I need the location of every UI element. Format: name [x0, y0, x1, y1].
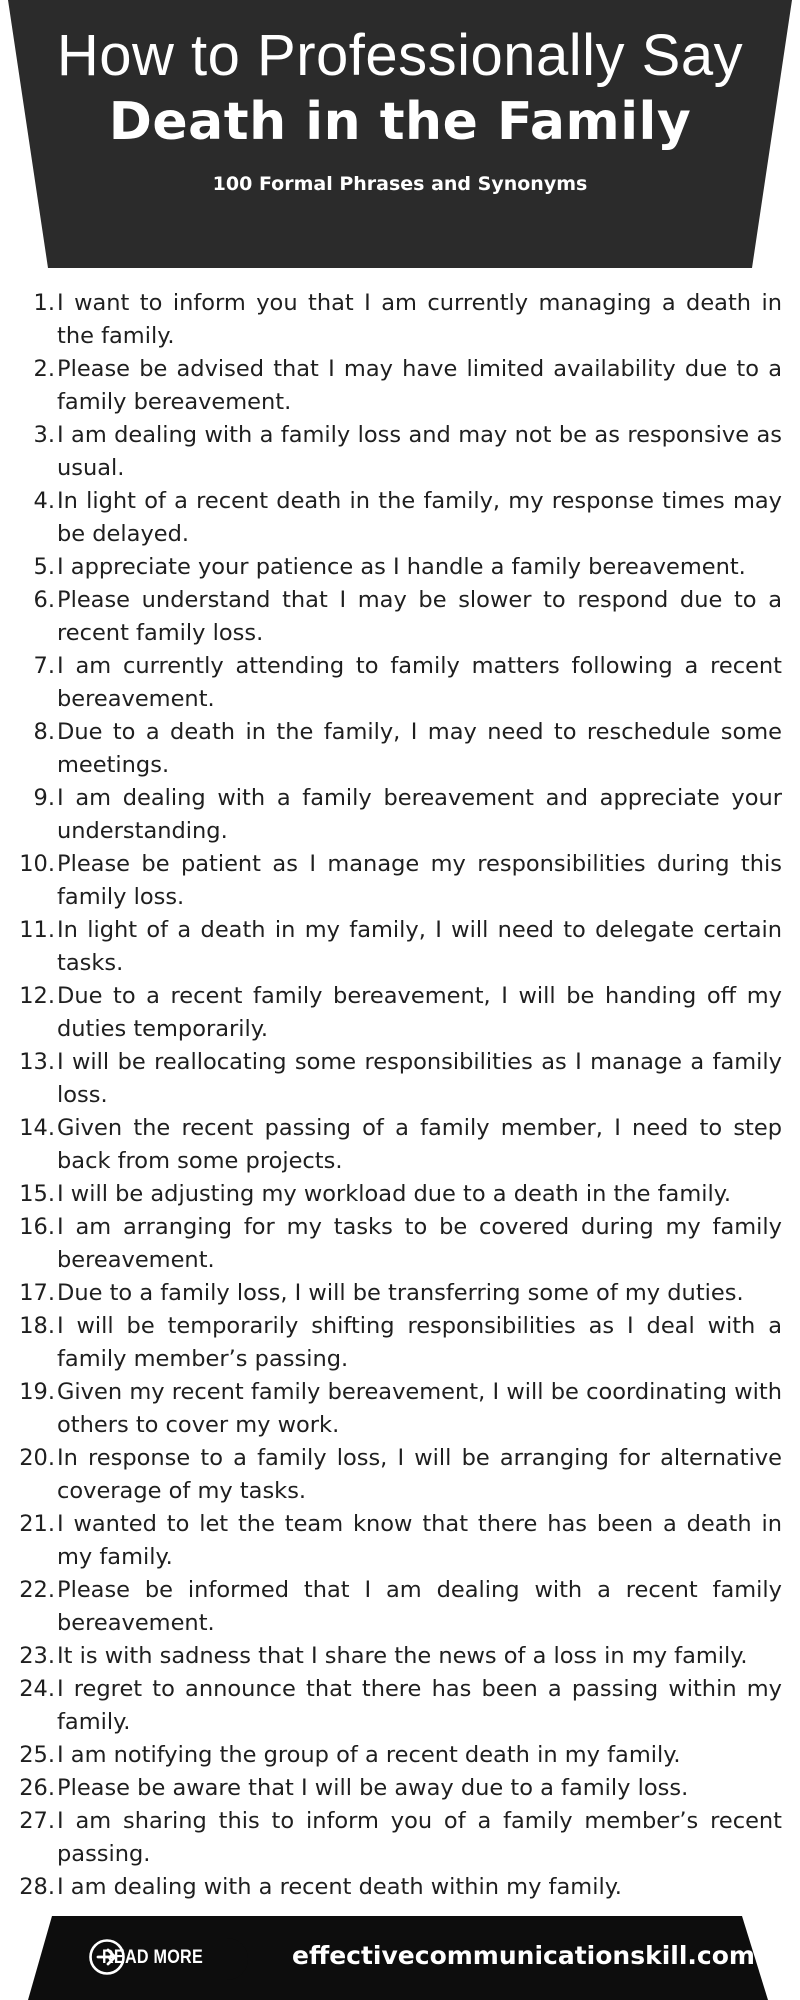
list-item: [0, 1739, 800, 1772]
list-item-number: 26.: [19, 1775, 55, 1801]
list-item-text: I am dealing with a family loss and may not be as responsive as usual.: [57, 422, 782, 481]
list-item-number: 20.: [19, 1445, 55, 1471]
footer-banner: [0, 1916, 800, 2000]
list-item: [0, 419, 800, 485]
list-item: [0, 1178, 800, 1211]
list-item-number: 23.: [19, 1643, 55, 1669]
list-item: [0, 353, 800, 419]
list-item-number: 8.: [33, 719, 55, 745]
header-banner: [0, 0, 800, 268]
list-item: [0, 1640, 800, 1673]
list-item: [0, 980, 800, 1046]
list-item: [0, 1310, 800, 1376]
read-more-label: READ MORE: [102, 1947, 204, 1968]
list-item-text: Due to a family loss, I will be transferring some of my duties.: [57, 1280, 744, 1306]
list-item-text: Given the recent passing of a family member, I need to step back from some projects.: [57, 1115, 782, 1174]
list-item-text: Please be informed that I am dealing with a recent family bereavement.: [57, 1577, 782, 1636]
list-item-text: Please understand that I may be slower to respond due to a recent family loss.: [57, 587, 782, 646]
read-more-button[interactable]: [88, 1938, 248, 1980]
list-item-text: Given my recent family bereavement, I will be coordinating with others to cover my work.: [57, 1379, 782, 1438]
list-item-number: 27.: [19, 1808, 55, 1834]
list-item-text: In light of a recent death in the family, my response times may be delayed.: [57, 488, 782, 547]
list-item: [0, 1772, 800, 1805]
list-item-text: I wanted to let the team know that there has been a death in my family.: [57, 1511, 782, 1570]
list-item-text: I regret to announce that there has been a passing within my family.: [57, 1676, 782, 1735]
list-item: [0, 1211, 800, 1277]
list-item-number: 18.: [19, 1313, 55, 1339]
list-item-text: Please be aware that I will be away due to a family loss.: [57, 1775, 689, 1801]
list-item: [0, 1574, 800, 1640]
list-item-number: 25.: [19, 1742, 55, 1768]
list-item-number: 15.: [19, 1181, 55, 1207]
list-item-number: 22.: [19, 1577, 55, 1603]
list-item: [0, 287, 800, 353]
list-item-text: I will be adjusting my workload due to a death in the family.: [57, 1181, 732, 1207]
list-item: [0, 650, 800, 716]
list-item-number: 17.: [19, 1280, 55, 1306]
list-item-number: 12.: [19, 983, 55, 1009]
list-item-number: 2.: [33, 356, 55, 382]
list-item-number: 16.: [19, 1214, 55, 1240]
arrow-right-circle-icon: [88, 1938, 126, 1976]
list-item: [0, 914, 800, 980]
page-subtitle: 100 Formal Phrases and Synonyms: [212, 173, 588, 195]
list-item-number: 3.: [33, 422, 55, 448]
list-item-text: I am sharing this to inform you of a family member’s recent passing.: [57, 1808, 782, 1867]
list-item-number: 9.: [33, 785, 55, 811]
list-item: [0, 1112, 800, 1178]
list-item: [0, 716, 800, 782]
list-item: [0, 782, 800, 848]
list-item: [0, 551, 800, 584]
list-item-text: Please be advised that I may have limited availability due to a family bereavement.: [57, 356, 782, 415]
list-item-text: I am notifying the group of a recent death in my family.: [57, 1742, 681, 1768]
page-title-emphasis: Death in the Family: [108, 92, 692, 152]
list-item-number: 5.: [33, 554, 55, 580]
list-item: [0, 848, 800, 914]
list-item-number: 11.: [19, 917, 55, 943]
list-item: [0, 1442, 800, 1508]
page-title: How to Professionally Say: [56, 23, 744, 88]
list-item-text: I am dealing with a family bereavement and appreciate your understanding.: [57, 785, 782, 844]
phrase-list: [0, 287, 800, 1904]
list-item-text: I will be temporarily shifting responsibilities as I deal with a family member’s passing.: [57, 1313, 782, 1372]
list-item-number: 24.: [19, 1676, 55, 1702]
list-item-number: 4.: [33, 488, 55, 514]
website-link[interactable]: effectivecommunicationskill.com: [292, 1941, 755, 1970]
list-item-number: 13.: [19, 1049, 55, 1075]
list-item-text: I am currently attending to family matters following a recent bereavement.: [57, 653, 782, 712]
list-item-text: It is with sadness that I share the news of a loss in my family.: [57, 1643, 748, 1669]
list-item-number: 1.: [33, 290, 55, 316]
list-item-number: 19.: [19, 1379, 55, 1405]
list-item-text: I am dealing with a recent death within my family.: [57, 1874, 622, 1900]
list-item: [0, 1673, 800, 1739]
list-item: [0, 1376, 800, 1442]
list-item-text: I will be reallocating some responsibilities as I manage a family loss.: [57, 1049, 782, 1108]
list-item-text: I want to inform you that I am currently managing a death in the family.: [57, 290, 782, 349]
list-item-text: Due to a recent family bereavement, I will be handing off my duties temporarily.: [57, 983, 782, 1042]
list-item-text: I am arranging for my tasks to be covered during my family bereavement.: [57, 1214, 782, 1273]
list-item-number: 6.: [33, 587, 55, 613]
list-item-text: In response to a family loss, I will be arranging for alternative coverage of my tasks.: [57, 1445, 782, 1504]
list-item-text: Please be patient as I manage my responsibilities during this family loss.: [57, 851, 782, 910]
list-item-text: In light of a death in my family, I will need to delegate certain tasks.: [57, 917, 782, 976]
list-item-number: 28.: [19, 1874, 55, 1900]
list-item: [0, 1508, 800, 1574]
list-item-number: 7.: [33, 653, 55, 679]
list-item: [0, 1805, 800, 1871]
list-item: [0, 485, 800, 551]
list-item: [0, 1277, 800, 1310]
list-item-text: I appreciate your patience as I handle a family bereavement.: [57, 554, 746, 580]
list-item: [0, 584, 800, 650]
list-item: [0, 1046, 800, 1112]
list-item-number: 10.: [19, 851, 55, 877]
list-item-number: 21.: [19, 1511, 55, 1537]
list-item: [0, 1871, 800, 1904]
list-item-number: 14.: [19, 1115, 55, 1141]
list-item-text: Due to a death in the family, I may need to reschedule some meetings.: [57, 719, 782, 778]
